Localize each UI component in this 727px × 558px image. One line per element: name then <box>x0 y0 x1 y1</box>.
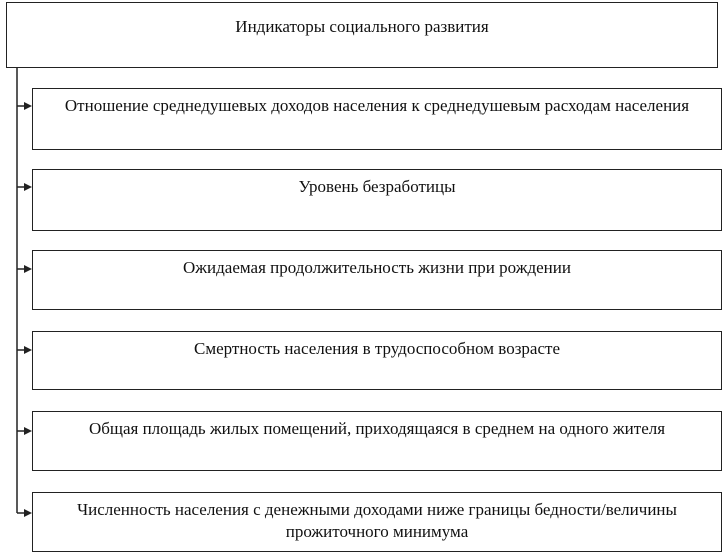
indicator-label-2: Уровень безработицы <box>298 177 456 196</box>
arrow-to-item-2 <box>17 183 32 191</box>
arrow-to-item-4 <box>17 346 32 354</box>
arrow-to-item-5 <box>17 427 32 435</box>
arrow-to-item-3 <box>17 265 32 273</box>
root-node-label: Индикаторы социального развития <box>235 17 489 36</box>
indicator-label-1: Отношение среднедушевых доходов населения к среднедушевым расходам населения <box>64 96 690 115</box>
indicator-box-5 <box>32 411 722 471</box>
indicator-box-6 <box>32 492 722 552</box>
indicator-label-4: Смертность населения в трудоспособном возрасте <box>193 339 560 358</box>
indicator-label-6: Численность населения с денежными доходами ниже границы бедности/величины прожиточного минимума <box>77 500 677 541</box>
arrow-to-item-6 <box>17 509 32 517</box>
arrow-to-item-1 <box>17 102 32 110</box>
indicator-box-3 <box>32 250 722 310</box>
indicator-box-2 <box>32 169 722 231</box>
indicator-box-4 <box>32 331 722 390</box>
indicator-label-5: Общая площадь жилых помещений, приходящаяся в среднем на одного жителя <box>88 419 666 438</box>
indicator-label-3: Ожидаемая продолжительность жизни при рождении <box>183 258 571 277</box>
indicator-box-1 <box>32 88 722 150</box>
